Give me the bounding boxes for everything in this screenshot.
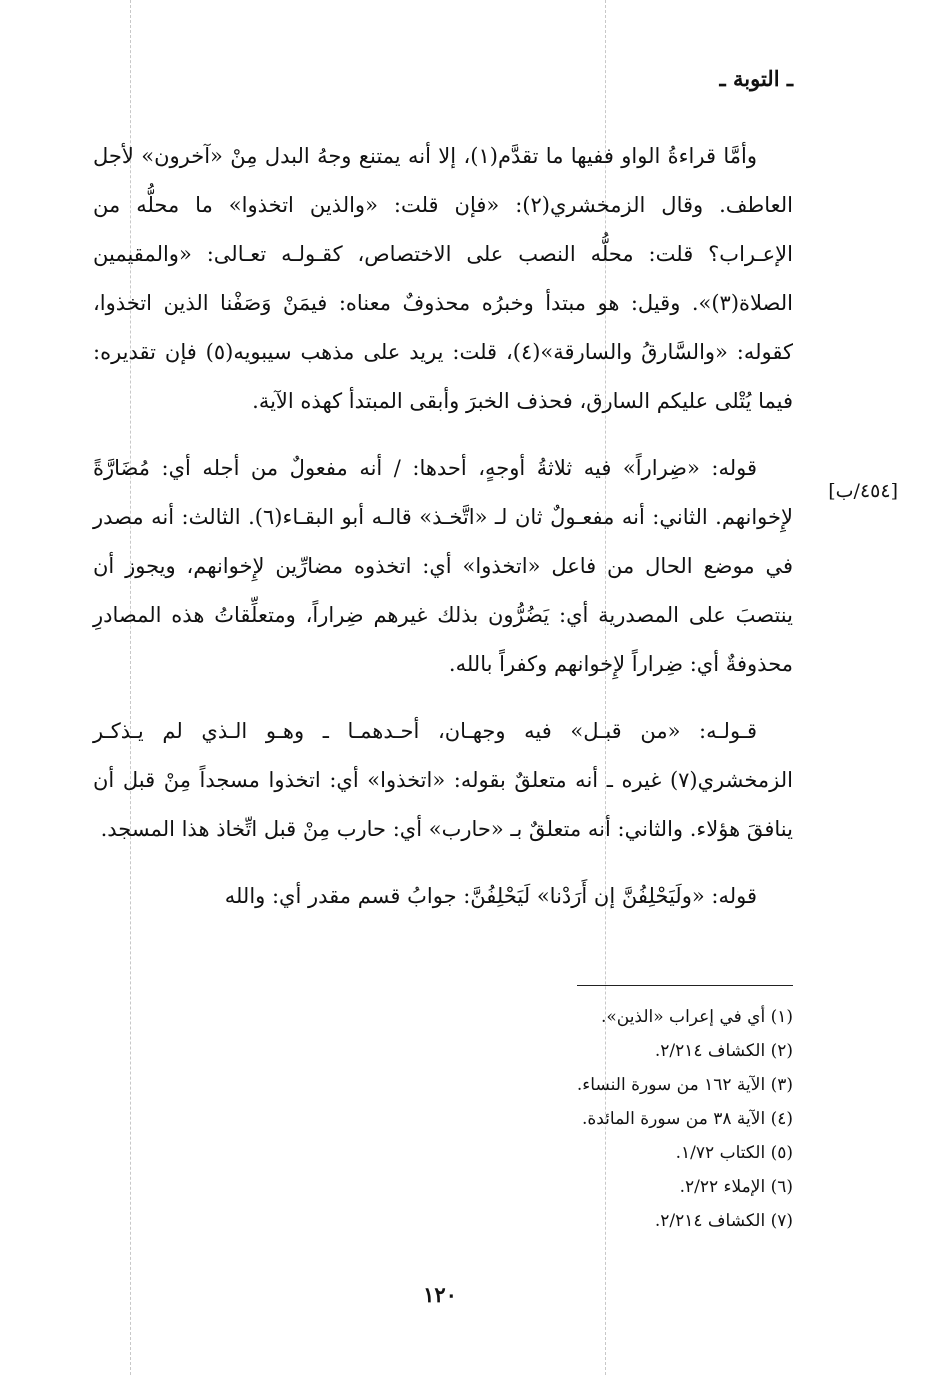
footnote: (١) أي في إعراب «الذين». (600, 1007, 793, 1027)
footnote: (٧) الكشاف ٢/٢١٤. (654, 1211, 793, 1231)
footnote: (٤) الآية ٣٨ من سورة المائدة. (581, 1109, 793, 1129)
footnote-separator (577, 985, 793, 986)
footnote: (٥) الكتاب ١/٧٢. (675, 1143, 793, 1163)
manuscript-folio-reference: [٤٥٤/ب] (828, 480, 898, 502)
footnote: (٦) الإملاء ٢/٢٢. (679, 1177, 793, 1197)
paragraph: قوله: «ضِراراً» فيه ثلاثةُ أوجهٍ، أحدها: / أنه مفعولٌ من أجله أي: مُضَارَّةً لإِخوانهم. الثاني: أنه مفعـولٌ ثان لـ «اتَّخـذ» قالـه أبو البقـاء(٦). الثالث: أنه مصدر في موضع الحال من فاعل «اتخذوا» أي: اتخذوه مضارِّين لإِخوانهم، ويجوز أن ينتصبَ على المصدرية أي: يَضُرُّون بذلك غيرهم ضِراراً، ومتعلِّقاتُ هذه المصادرِ محذوفةٌ أي: ضِراراً لإِخوانهم وكفراً بالله. (93, 456, 793, 676)
running-header: ـ التوبة ـ (719, 66, 793, 91)
footnote: (٣) الآية ١٦٢ من سورة النساء. (576, 1075, 793, 1095)
main-text (93, 132, 793, 939)
footnote: (٢) الكشاف ٢/٢١٤. (654, 1041, 793, 1061)
paragraph: وأمَّا قراءةُ الواو ففيها ما تقدَّم(١)، إلا أنه يمتنع وجهُ البدل مِنْ «آخرون» لأجل العاطف. وقال الزمخشري(٢): «فإن قلت: «والذين اتخذوا» ما محلُّه من الإعـراب؟ قلت: محلُّه النصب على الاختصاص، كقـولـه تعـالى: «والمقيمين الصلاة(٣)». وقيل: هو مبتدأ وخبرُه محذوفٌ معناه: فيمَنْ وَصَفْنا الذين اتخذوا، كقوله: «والسَّارقُ والسارقة»(٤)، قلت: يريد على مذهب سيبويه(٥) فإن تقديره: فيما يُتْلى عليكم السارق، فحذف الخبرَ وأبقى المبتدأ كهذه الآية. (93, 144, 794, 413)
footnotes (333, 1000, 793, 1238)
page-number: ١٢٠ (423, 1282, 457, 1307)
paragraph: قوله: «ولَيَحْلِفُنَّ إن أَرَدْنا» لَيَحْلِفُنَّ: جوابُ قسم مقدر أي: والله (224, 884, 757, 908)
paragraph: قـولـه: «من قبـل» فيه وجهـان، أحـدهمـا ـ وهـو الـذي لم يـذكـر الزمخشري(٧) غيره ـ أنه متعلقٌ بقوله: «اتخذوا» أي: اتخذوا مسجداً مِنْ قبل أن ينافقَ هؤلاء. والثاني: أنه متعلقٌ بـ «حارب» أي: حارب مِنْ قبل اتِّخاذ هذا المسجد. (93, 719, 793, 841)
